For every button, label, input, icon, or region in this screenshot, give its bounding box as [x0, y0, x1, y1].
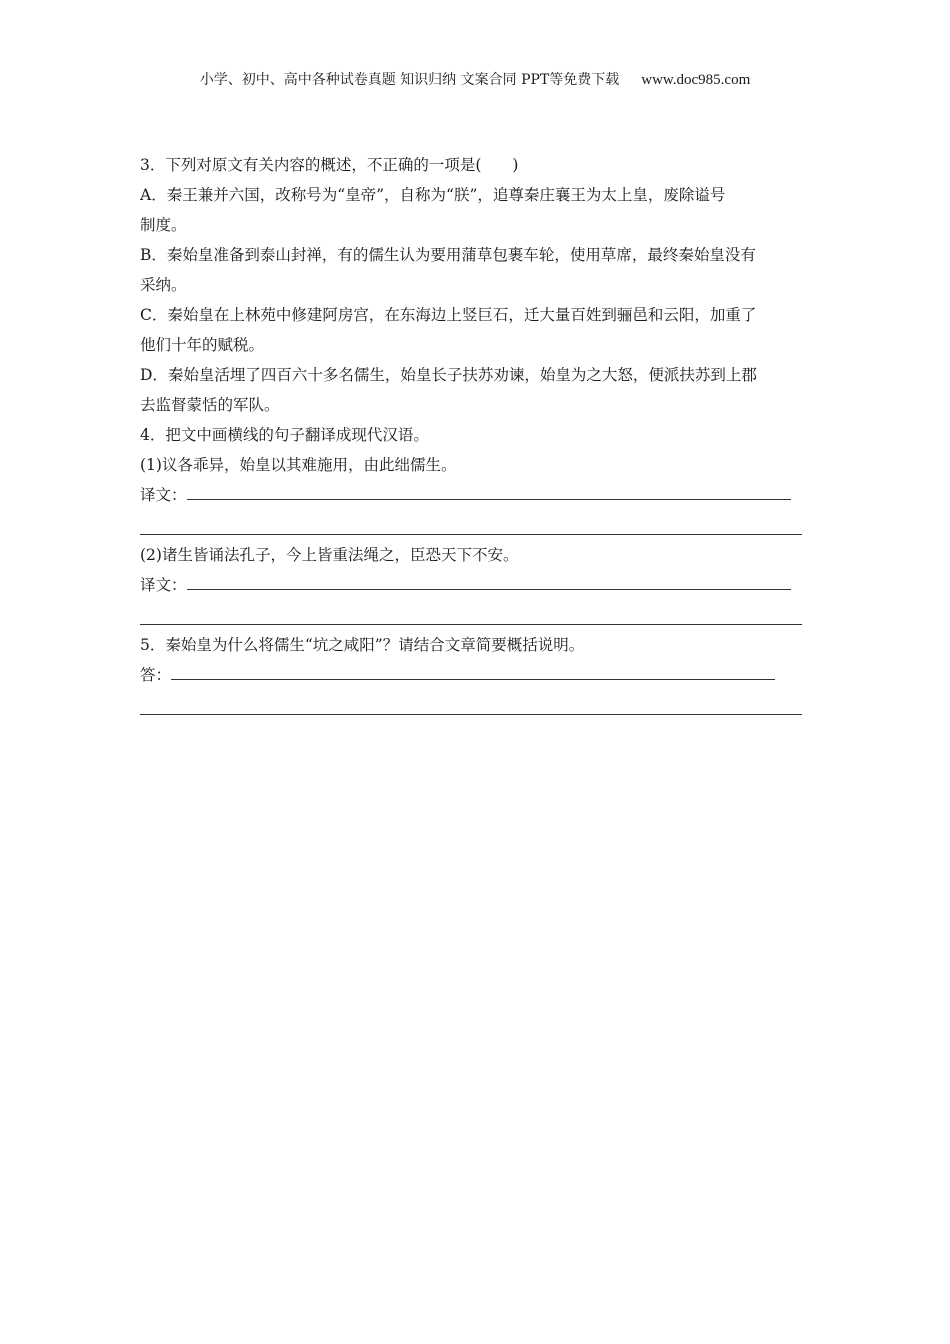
document-body	[140, 150, 810, 720]
question-4-1-answer-row	[140, 480, 810, 510]
answer-blank-line[interactable]	[140, 690, 810, 720]
option-c-line2: 他们十年的赋税。	[140, 336, 265, 354]
option-b-line1: B．秦始皇准备到泰山封禅，有的儒生认为要用蒲草包裹车轮，使用草席，最终秦始皇没有	[140, 246, 756, 264]
option-d-line2: 去监督蒙恬的军队。	[140, 396, 280, 414]
answer-blank[interactable]	[187, 481, 791, 500]
answer-blank-line[interactable]	[140, 510, 810, 540]
question-5-answer-row	[140, 660, 810, 690]
option-d-line1: D．秦始皇活埋了四百六十多名儒生，始皇长子扶苏劝谏，始皇为之大怒，便派扶苏到上郡	[140, 366, 757, 384]
header-site: www.doc985.com	[641, 72, 751, 88]
answer-blank-line[interactable]	[140, 600, 810, 630]
answer-blank[interactable]	[187, 571, 791, 590]
option-c-line1: C．秦始皇在上林苑中修建阿房宫，在东海边上竖巨石，迁大量百姓到骊邑和云阳，加重了	[140, 306, 757, 324]
answer-label: 译文：	[140, 576, 187, 594]
option-b-line2: 采纳。	[140, 276, 187, 294]
page-header	[0, 69, 950, 89]
question-4-2-answer-row	[140, 570, 810, 600]
question-4-stem: 4．把文中画横线的句子翻译成现代汉语。	[140, 426, 429, 444]
header-text: 小学、初中、高中各种试卷真题 知识归纳 文案合同 PPT等免费下载	[199, 72, 620, 88]
question-5-stem: 5．秦始皇为什么将儒生“坑之咸阳”？请结合文章简要概括说明。	[140, 636, 585, 654]
answer-blank[interactable]	[171, 661, 775, 680]
option-a-line2: 制度。	[140, 216, 187, 234]
question-3-stem: 3．下列对原文有关内容的概述，不正确的一项是( )	[140, 156, 519, 174]
question-4-2-sentence: (2)诸生皆诵法孔子，今上皆重法绳之，臣恐天下不安。	[140, 546, 519, 564]
option-a-line1: A．秦王兼并六国，改称号为“皇帝”，自称为“朕”，追尊秦庄襄王为太上皇，废除谥号	[140, 186, 726, 204]
answer-label: 译文：	[140, 486, 187, 504]
answer-label: 答：	[140, 666, 172, 684]
question-4-1-sentence: (1)议各乖异，始皇以其难施用，由此绌儒生。	[140, 456, 457, 474]
